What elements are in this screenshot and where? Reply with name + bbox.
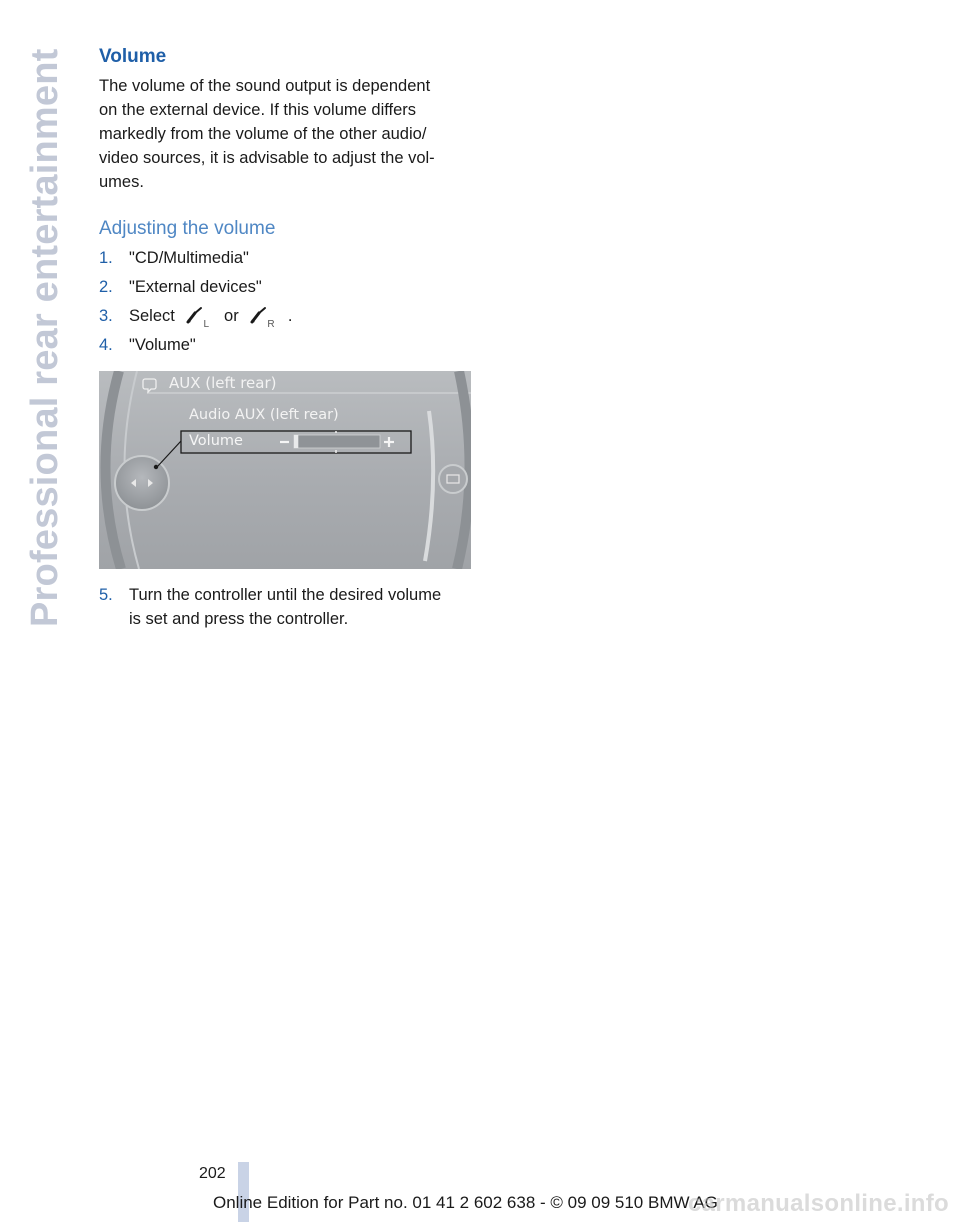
para-line: video sources, it is advisable to adjust the vol- <box>99 149 435 167</box>
step-text: "CD/Multimedia" <box>129 249 249 267</box>
aux-source-icon <box>143 379 156 392</box>
aux-jack-right-icon <box>249 305 277 330</box>
step-text-end: . <box>287 307 293 325</box>
para-line: The volume of the sound output is dependent <box>99 77 431 95</box>
controller-knob-icon <box>115 456 169 510</box>
jack-right-sub: R <box>267 319 275 330</box>
step-text: "Volume" <box>129 336 196 354</box>
para-line: on the external device. If this volume differs <box>99 101 417 119</box>
volume-paragraph <box>99 74 474 194</box>
step-number: 5. <box>99 586 113 604</box>
step-number: 2. <box>99 278 113 296</box>
volume-heading: Volume <box>99 46 167 67</box>
screen-volume-label: Volume <box>189 433 243 449</box>
idrive-screen-image <box>99 371 471 569</box>
para-line: umes. <box>99 173 144 191</box>
step-text-select: Select <box>129 307 175 325</box>
page-number: 202 <box>199 1165 226 1182</box>
step-text-or: or <box>224 307 239 325</box>
option-button-icon <box>439 465 467 493</box>
section-side-title: Professional rear entertainment <box>24 48 66 627</box>
step-number: 4. <box>99 336 113 354</box>
step-item <box>99 246 474 270</box>
adjust-heading: Adjusting the volume <box>99 218 276 239</box>
step-text: is set and press the controller. <box>129 610 349 628</box>
step-item <box>99 333 474 357</box>
screen-graphics <box>99 371 471 569</box>
jack-left-sub: L <box>203 319 210 330</box>
step-item <box>99 583 474 631</box>
steps-list <box>99 246 474 357</box>
volume-slider-track <box>294 435 380 448</box>
edition-footer: Online Edition for Part no. 01 41 2 602 638 - © 09 09 510 BMW AG <box>213 1193 718 1212</box>
main-content <box>99 44 474 636</box>
screen-title: AUX (left rear) <box>169 374 277 392</box>
step-number: 3. <box>99 307 113 325</box>
step-number: 1. <box>99 249 113 267</box>
step-text: Turn the controller until the desired volume <box>129 586 442 604</box>
screen-subtitle: Audio AUX (left rear) <box>189 407 339 423</box>
step-item <box>99 275 474 299</box>
steps-list-continued <box>99 583 474 631</box>
aux-jack-left-icon <box>185 305 213 330</box>
step-text: "External devices" <box>129 278 262 296</box>
volume-slider-fill <box>294 435 298 448</box>
step-item <box>99 304 474 328</box>
watermark: carmanualsonline.info <box>688 1190 950 1217</box>
para-line: markedly from the volume of the other audio/ <box>99 125 427 143</box>
footer-accent-bar <box>238 1162 249 1222</box>
